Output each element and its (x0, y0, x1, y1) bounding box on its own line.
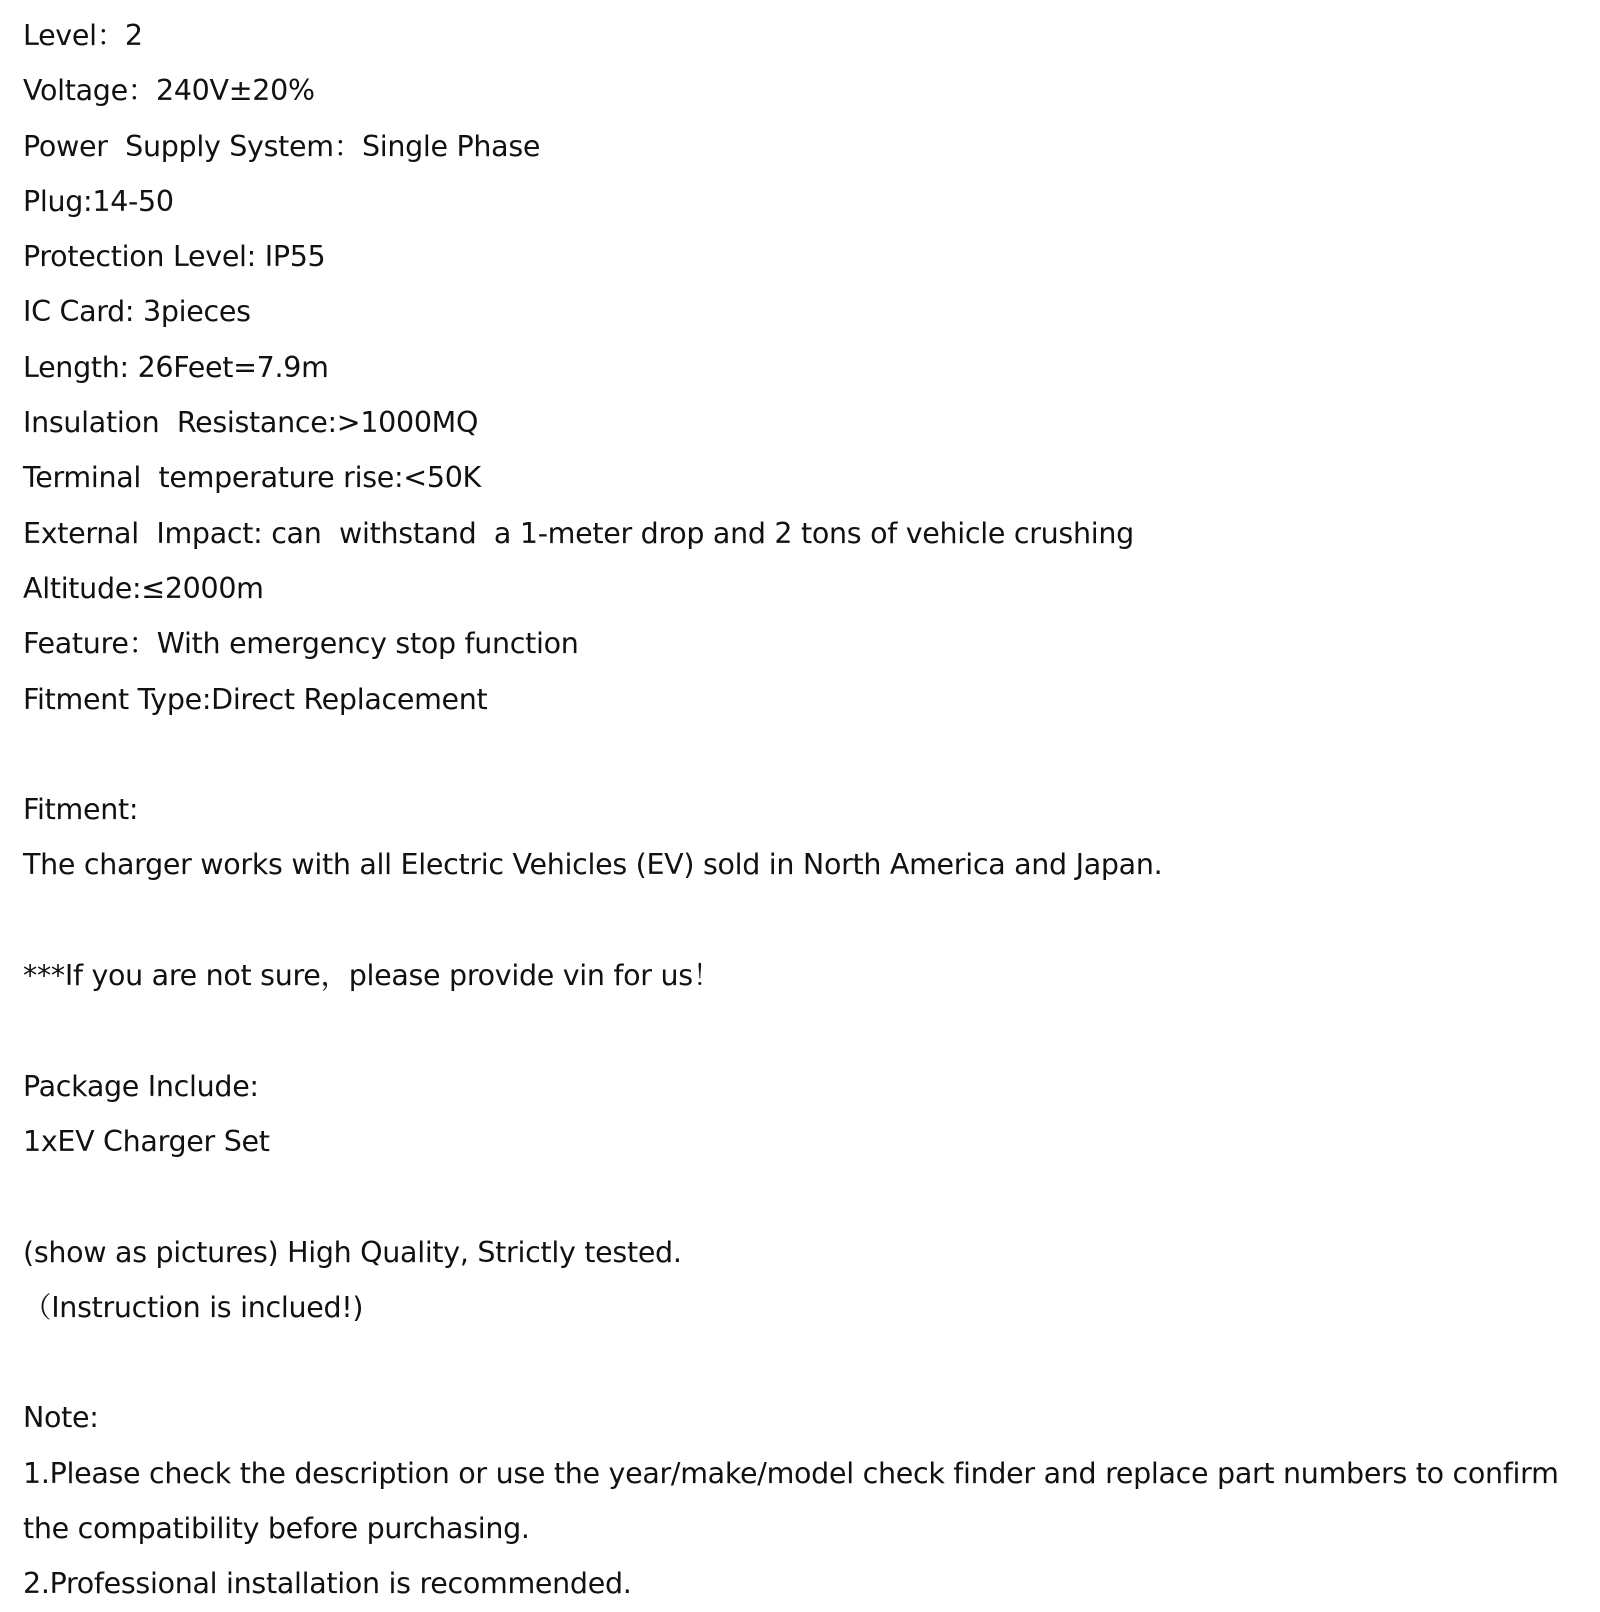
spec-insulation-resistance: Insulation Resistance:>1000MQ (23, 406, 479, 440)
note-heading: Note: (23, 1401, 99, 1435)
package-item: 1xEV Charger Set (23, 1124, 270, 1158)
spec-level: Level：2 (23, 19, 143, 52)
fitment-text: The charger works with all Electric Vehicles (EV) sold in North America and Japan. (23, 848, 1163, 882)
spec-altitude: Altitude:≤2000m (23, 571, 264, 605)
spec-terminal-temperature: Terminal temperature rise:<50K (23, 461, 481, 495)
spacer (23, 893, 1583, 948)
spacer (23, 1335, 1583, 1390)
instruction-line: （Instruction is inclued!) (23, 1290, 364, 1324)
spacer (23, 1169, 1583, 1224)
quality-line: (show as pictures) High Quality, Strictly tested. (23, 1235, 682, 1269)
vin-note: ***If you are not sure，please provide vin for us！ (23, 959, 721, 993)
spacer (23, 1003, 1583, 1058)
spec-ic-card: IC Card: 3pieces (23, 295, 251, 329)
spacer (23, 727, 1583, 782)
spec-plug: Plug:14-50 (23, 184, 174, 218)
spec-length: Length: 26Feet=7.9m (23, 350, 329, 384)
spec-fitment-type: Fitment Type:Direct Replacement (23, 682, 488, 716)
spec-power-supply: Power Supply System：Single Phase (23, 129, 541, 163)
spec-external-impact: External Impact: can withstand a 1-meter drop and 2 tons of vehicle crushing (23, 516, 1134, 550)
spec-feature: Feature：With emergency stop function (23, 627, 579, 661)
note-item-2: 2.Professional installation is recommended. (23, 1567, 632, 1601)
package-heading: Package Include: (23, 1069, 259, 1103)
product-description (23, 8, 1583, 1612)
note-item-1-continued: the compatibility before purchasing. (23, 1512, 530, 1546)
spec-protection-level: Protection Level: IP55 (23, 240, 326, 274)
fitment-heading: Fitment: (23, 793, 139, 827)
note-item-1: 1.Please check the description or use the year/make/model check finder and replace part numbers to confirm (23, 1456, 1559, 1490)
spec-voltage: Voltage：240V±20% (23, 74, 315, 108)
